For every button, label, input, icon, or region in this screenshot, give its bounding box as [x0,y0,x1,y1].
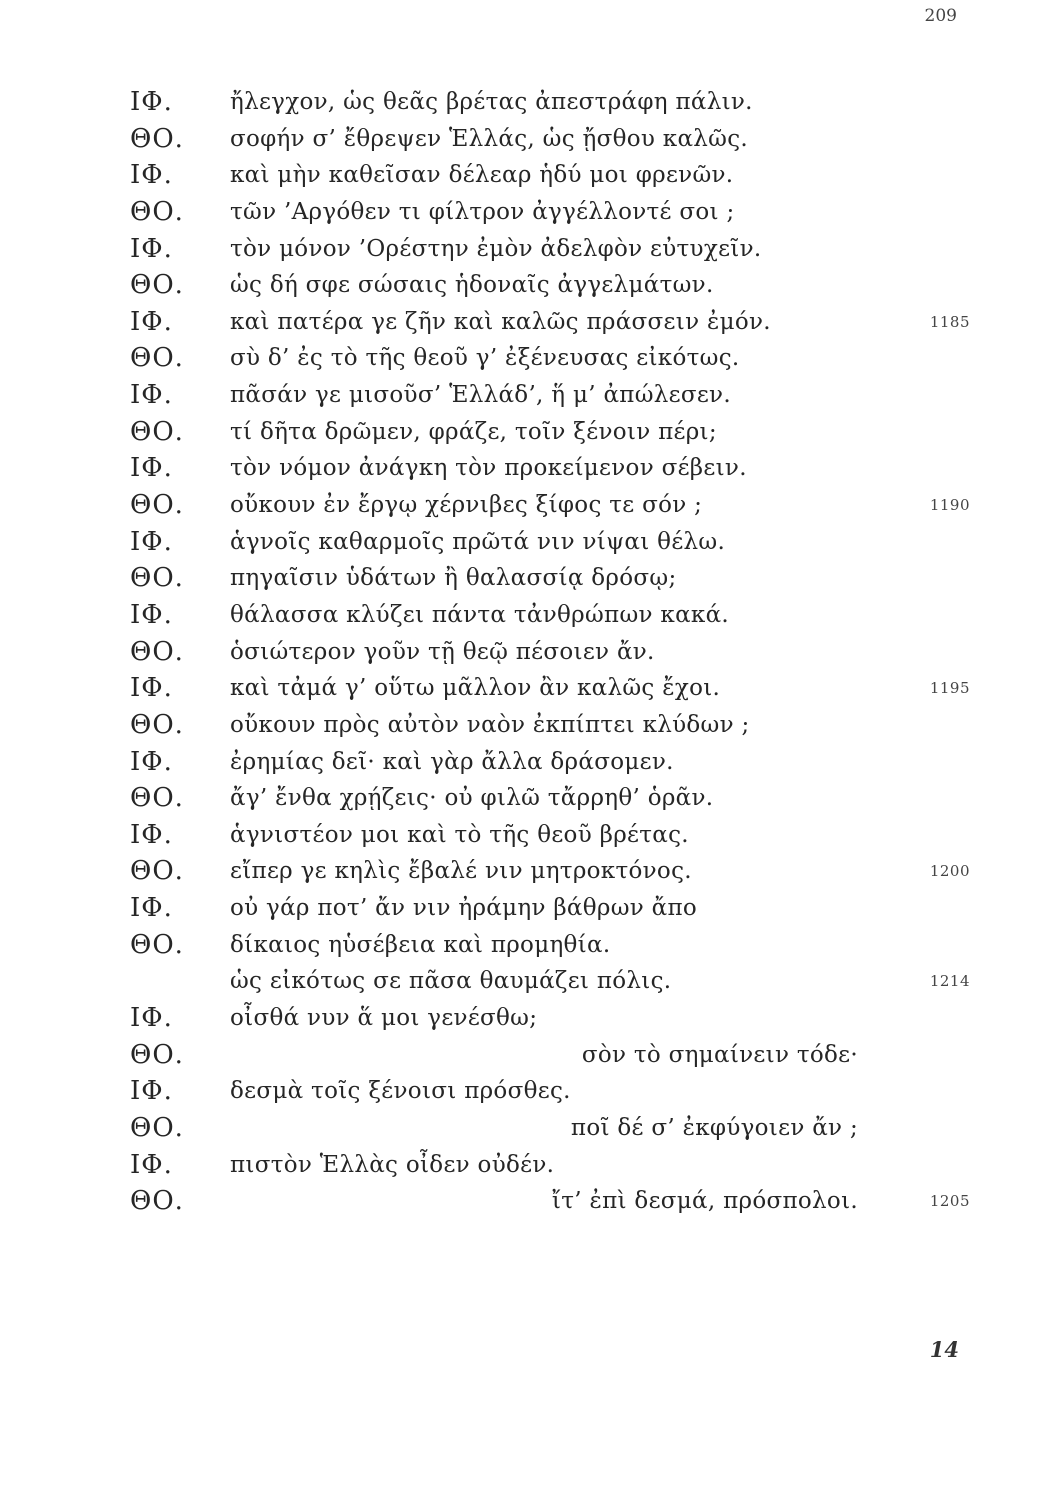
verse-line [130,377,970,414]
speaker-label: ΘΟ. [130,1112,184,1143]
speaker-label: ΘΟ. [130,636,184,667]
verse-text: δεσμὰ τοῖς ξένοισι πρόσθες. [230,1078,571,1105]
speaker-label: ΘΟ. [130,416,184,447]
line-number: 1200 [929,862,970,881]
speaker-label: ΙΦ. [130,526,173,557]
verse-text: ὁσιώτερον γοῦν τῇ θεῷ πέσοιεν ἄν. [230,638,655,665]
speaker-label: ΘΟ. [130,1186,184,1217]
speaker-label: ΘΟ. [130,856,184,887]
verse-text: οὐ γάρ ποτ’ ἄν νιν ἠράμην βάθρων ἄπο [230,895,698,922]
verse-text: ποῖ δέ σ’ ἐκφύγοιεν ἄν ; [570,1114,858,1141]
speaker-label: ΙΦ. [130,599,173,630]
verse-text: καὶ πατέρα γε ζῆν καὶ καλῶς πράσσειν ἐμόν. [230,308,771,335]
speaker-label: ΙΦ. [130,673,173,704]
speaker-label: ΙΦ. [130,233,173,264]
verse-line [130,1073,970,1110]
speaker-label: ΘΟ. [130,1039,184,1070]
verse-line [130,414,970,451]
speaker-label: ΙΦ. [130,87,173,117]
verse-line [130,744,970,781]
verse-line [130,890,970,927]
speaker-label: ΙΦ. [130,819,173,850]
speaker-label: ΙΦ. [130,1076,173,1107]
speaker-label: ΙΦ. [130,1149,173,1180]
speaker-label: ΘΟ. [130,270,184,301]
verse-text: καὶ μὴν καθεῖσαν δέλεαρ ἡδύ μοι φρενῶν. [230,162,734,189]
speaker-label: ΘΟ. [130,929,184,960]
speaker-label: ΘΟ. [130,123,184,154]
verse-line [130,560,970,597]
verse-text: οὔκουν ἐν ἔργῳ χέρνιβες ξίφος τε σόν ; [230,492,703,519]
line-number: 1214 [929,972,970,991]
verse-text: ὡς εἰκότως σε πᾶσα θαυμάζει πόλις. [230,968,672,995]
verse-text: τὸν νόμον ἀνάγκη τὸν προκείμενον σέβειν. [230,455,747,482]
verse-line [130,1183,970,1220]
line-number: 1190 [929,496,970,515]
verse-line [130,817,970,854]
verse-line [130,634,970,671]
verse-text: ὡς δή σφε σώσαις ἡδοναῖς ἀγγελμάτων. [230,272,714,299]
verse-text: καὶ τἀμά γ’ οὕτω μᾶλλον ἂν καλῶς ἔχοι. [230,675,721,702]
verse-line [130,524,970,561]
verse-line [130,121,970,158]
verse-line [130,304,970,341]
verse-line [130,267,970,304]
verse-line [130,1037,970,1074]
verse-text: ἁγνοῖς καθαρμοῖς πρῶτά νιν νίψαι θέλω. [230,528,726,555]
verse-line [130,340,970,377]
verse-line [130,450,970,487]
verse-line [130,707,970,744]
signature-mark: 14 [929,1337,959,1362]
verse-text: ἤλεγχον, ὡς θεᾶς βρέτας ἀπεστράφη πάλιν. [230,89,753,115]
speaker-label: ΘΟ. [130,343,184,374]
verse-text: εἴπερ γε κηλὶς ἔβαλέ νιν μητροκτόνος. [230,858,692,885]
verse-text: πᾶσάν γε μισοῦσ’ Ἑλλάδ’, ἥ μ’ ἀπώλεσεν. [230,382,731,409]
verse-text: δίκαιος ηὑσέβεια καὶ προμηθία. [230,931,611,958]
verse-text: ἄγ’ ἔνθα χρῄζεις· οὐ φιλῶ τἄρρηθ’ ὁρᾶν. [230,785,714,812]
verse-text: οἶσθά νυν ἅ μοι γενέσθω; [230,1005,538,1032]
verse-text: σοφήν σ’ ἔθρεψεν Ἑλλάς, ὡς ᾔσθου καλῶς. [230,125,749,152]
verse-text: τί δῆτα δρῶμεν, φράζε, τοῖν ξένοιν πέρι; [230,418,717,445]
verse-text: σὺ δ’ ἐς τὸ τῆς θεοῦ γ’ ἐξένευσας εἰκότως. [230,345,740,372]
verse-line [130,157,970,194]
verse-line [130,853,970,890]
verse-text: πιστὸν Ἑλλὰς οἶδεν οὐδέν. [230,1151,555,1178]
verse-text: πηγαῖσιν ὑδάτων ἢ θαλασσίᾳ δρόσῳ; [230,565,677,592]
speaker-label: ΘΟ. [130,490,184,521]
verse-text: σὸν τὸ σημαίνειν τόδε· [581,1041,858,1068]
verse-line [130,194,970,231]
speaker-label: ΙΦ. [130,1003,173,1034]
speaker-label: ΙΦ. [130,306,173,337]
speaker-label: ΘΟ. [130,709,184,740]
verse-text: ἐρημίας δεῖ· καὶ γὰρ ἄλλα δράσομεν. [230,748,674,775]
verse-text: ἁγνιστέον μοι καὶ τὸ τῆς θεοῦ βρέτας. [230,821,689,848]
line-number: 1195 [929,679,970,698]
verse-text: ἴτ’ ἐπὶ δεσμά, πρόσπολοι. [551,1188,858,1215]
speaker-label: ΙΦ. [130,453,173,484]
speaker-label: ΙΦ. [130,160,173,191]
verse-lines [130,84,970,1220]
verse-line [130,963,970,1000]
verse-line [130,487,970,524]
verse-line [130,670,970,707]
verse-line [130,1110,970,1147]
speaker-label: ΘΟ. [130,196,184,227]
verse-text: οὔκουν πρὸς αὐτὸν ναὸν ἐκπίπτει κλύδων ; [230,711,750,738]
verse-line [130,597,970,634]
verse-line [130,231,970,268]
speaker-label: ΘΟ. [130,563,184,594]
verse-text: τὸν μόνον ’Ορέστην ἐμὸν ἀδελφὸν εὐτυχεῖν. [230,235,762,262]
verse-line [130,1000,970,1037]
speaker-label: ΙΦ. [130,380,173,411]
verse-line [130,1147,970,1184]
verse-text: τῶν ’Αργόθεν τι φίλτρον ἀγγέλλοντέ σοι ; [230,198,735,225]
page-number: 209 [924,6,957,26]
speaker-label: ΘΟ. [130,783,184,814]
speaker-label: ΙΦ. [130,893,173,924]
line-number: 1185 [929,312,970,331]
verse-line [130,84,970,121]
speaker-label: ΙΦ. [130,746,173,777]
verse-text: θάλασσα κλύζει πάντα τἀνθρώπων κακά. [230,601,730,628]
verse-line [130,780,970,817]
line-number: 1205 [929,1192,970,1211]
verse-line [130,927,970,964]
